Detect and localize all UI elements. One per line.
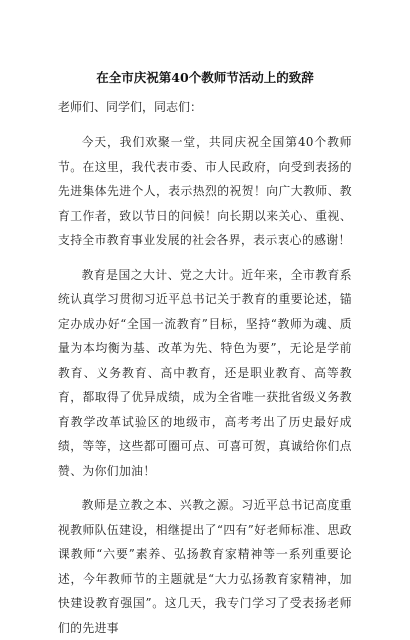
paragraph-education-achievements: 教育是国之大计、党之大计。近年来，全市教育系统认真学习贯彻习近平总书记关于教育的重要论述，锚定办成办好“全国一流教育”目标，坚持“教师为魂、质量为本均衡为基、改革为先、特色为要”，无论是学前教育、义务教育、高中教育，还是职业教育、高等教育，都取得了优异成绩，成为全省唯一获批省级义务教育教学改革试验区的地级市，高考考出了历史最好成绩，等等，这些都可圈可点、可喜可贺，真诚给你们点赞、为你们加油！ (58, 267, 352, 478)
salutation: 老师们、同学们，同志们： (58, 100, 203, 114)
paragraph-opening: 今天，我们欢聚一堂，共同庆祝全国第40个教师节。在这里，我代表市委、市人民政府，向受到表扬的先进集体先进个人，表示热烈的祝贺！向广大教师、教育工作者，致以节日的问候！向长期以来关心、重视、支持全市教育事业发展的社会各界，表示衷心的感谢！ (58, 135, 352, 247)
document-title: 在全市庆祝第40个教师节活动上的致辞 (96, 70, 314, 85)
paragraph-teacher-development: 教师是立教之本、兴教之源。习近平总书记高度重视教师队伍建设，相继提出了“四有”好老师标准、思政课教师“六要”素养、弘扬教育家精神等一系列重要论述，今年教师节的主题就是“大力弘扬教育家精神，加快建设教育强国”。这几天，我专门学习了受表扬老师们的先进事 (58, 498, 352, 635)
